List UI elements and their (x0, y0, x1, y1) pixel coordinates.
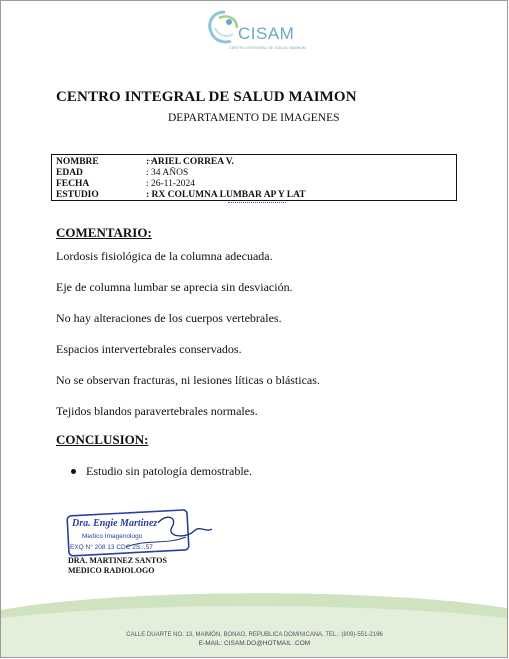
age-value: : 34 AÑOS (146, 168, 189, 178)
bullet-icon (71, 469, 76, 474)
logo-tagline: CENTRO INTEGRAL DE SALUD MAIMON (229, 45, 306, 50)
spellcheck-mark (228, 200, 286, 203)
logo-wordmark: CISAM (238, 24, 295, 43)
name-value: : ARIEL CORREA V. (146, 157, 234, 167)
conclusion-heading: CONCLUSION: (56, 432, 149, 447)
department-name: DEPARTAMENTO DE IMAGENES (168, 112, 340, 124)
comment-line: No hay alteraciones de los cuerpos vertebrales. (56, 311, 282, 325)
signer-title: MEDICO RADIOLOGO (68, 566, 155, 575)
signer-name: DRA. MARTINEZ SANTOS (68, 556, 167, 565)
comment-line: Espacios intervertebrales conservados. (56, 342, 242, 356)
comment-line: No se observan fracturas, ni lesiones líticas o blásticas. (56, 373, 320, 387)
conclusion-item: Estudio sin patología demostrable. (86, 464, 252, 478)
study-label: ESTUDIO (56, 190, 99, 200)
footer-address: CALLE DUARTE NO. 13, MAIMÓN, BONAO, REPUBLICA DOMINICANA, TEL.: (809)-551-2196 (126, 632, 383, 638)
footer-email: E-MAIL: CISAM.DO@HOTMAIL .COM (198, 640, 311, 647)
date-value: : 26-11-2024 (146, 179, 195, 189)
name-label: NOMBRE (56, 157, 99, 167)
stamp-name: Dra. Engie Martinez (72, 518, 158, 529)
signature-scribble (158, 517, 212, 536)
stamp-specialty: Medico Imagenologo (82, 533, 143, 540)
comment-line: Tejidos blandos paravertebrales normales. (56, 404, 258, 418)
comment-line: Eje de columna lumbar se aprecia sin desviación. (56, 280, 293, 294)
study-value: : RX COLUMNA LUMBAR AP Y LAT (146, 190, 306, 200)
patient-info-box (51, 154, 457, 201)
document-title: CENTRO INTEGRAL DE SALUD MAIMON (56, 89, 357, 105)
doctor-stamp (66, 509, 216, 557)
cisam-logo (205, 8, 323, 52)
comment-line: Lordosis fisiológica de la columna adecuada. (56, 249, 273, 263)
date-label: FECHA (56, 179, 90, 189)
comment-heading: COMENTARIO: (56, 225, 152, 240)
stamp-exequatur: EXQ N° 208 13 CDC 2S...57 (70, 544, 153, 551)
age-label: EDAD (56, 168, 83, 178)
